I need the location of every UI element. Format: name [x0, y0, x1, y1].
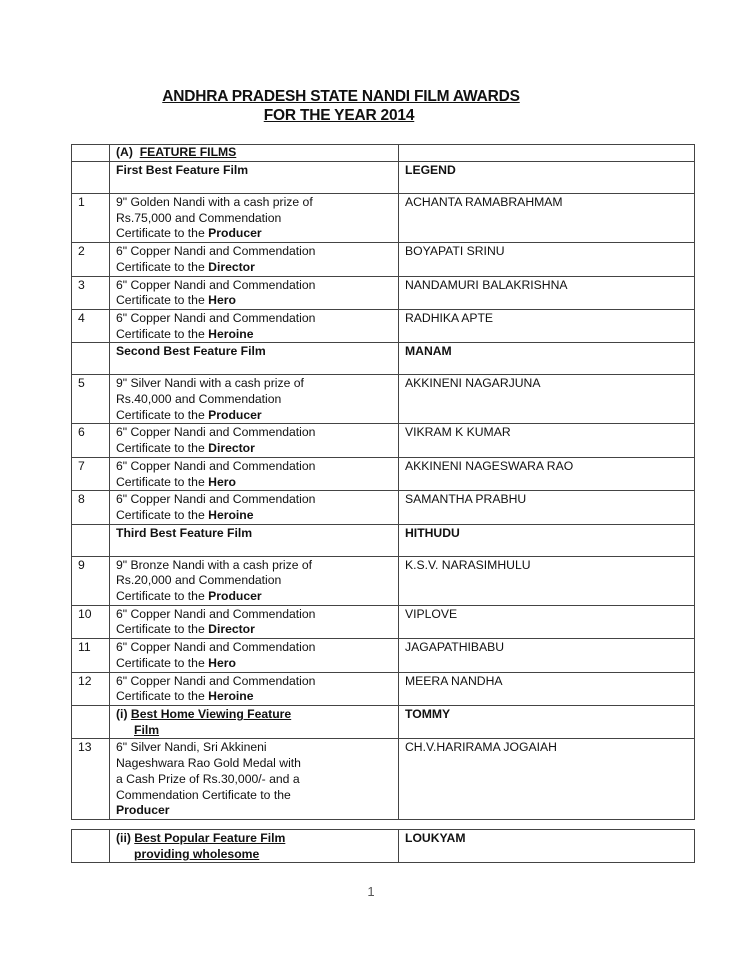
page-number: 1: [367, 884, 375, 899]
group-film: HITHUDU: [399, 524, 695, 556]
table-row: [72, 639, 695, 672]
award-role: Hero: [208, 474, 236, 489]
table-cell: [399, 145, 695, 162]
table-cell: [72, 524, 110, 556]
table-row: [72, 375, 695, 424]
section-title: [110, 145, 399, 162]
group-film: LEGEND: [399, 162, 695, 194]
table-cell: [72, 145, 110, 162]
winner-name: NANDAMURI BALAKRISHNA: [399, 276, 695, 309]
table-cell: [72, 705, 110, 738]
award-role: Producer: [208, 589, 262, 604]
winner-name: ACHANTA RAMABRAHMAM: [399, 194, 695, 243]
row-number: 8: [72, 491, 110, 524]
award-role: Hero: [208, 293, 236, 308]
winner-name: MEERA NANDHA: [399, 672, 695, 705]
winner-name: K.S.V. NARASIMHULU: [399, 556, 695, 605]
winner-name: SAMANTHA PRABHU: [399, 491, 695, 524]
row-number: 13: [72, 739, 110, 820]
table-cell: [72, 162, 110, 194]
award-description: 6" Copper Nandi and Commendation Certificate to the Director: [110, 605, 399, 638]
table-row: [72, 309, 695, 342]
table-row: [72, 491, 695, 524]
award-role: Producer: [116, 803, 170, 818]
table-row: [72, 672, 695, 705]
award-description: 6" Copper Nandi and Commendation Certificate to the Heroine: [110, 672, 399, 705]
award-description: 9" Golden Nandi with a cash prize of Rs.75,000 and Commendation Certificate to the Producer: [110, 194, 399, 243]
group-header-row: [72, 343, 695, 375]
row-number: 5: [72, 375, 110, 424]
winner-name: VIKRAM K KUMAR: [399, 424, 695, 457]
award-role: Hero: [208, 655, 236, 670]
award-description: 6" Copper Nandi and Commendation Certificate to the Hero: [110, 457, 399, 490]
winner-name: AKKINENI NAGARJUNA: [399, 375, 695, 424]
group-heading: (ii) Best Popular Feature Film providing wholesome: [110, 830, 399, 863]
table-row: [72, 424, 695, 457]
table-row: [72, 194, 695, 243]
award-description: 6" Copper Nandi and Commendation Certificate to the Hero: [110, 639, 399, 672]
row-number: 1: [72, 194, 110, 243]
row-number: 10: [72, 605, 110, 638]
row-number: 7: [72, 457, 110, 490]
award-description: 6" Copper Nandi and Commendation Certificate to the Director: [110, 424, 399, 457]
row-number: 4: [72, 309, 110, 342]
section-header-row: [72, 145, 695, 162]
award-role: Director: [208, 622, 255, 637]
award-role: Heroine: [208, 507, 254, 522]
table-cell: [72, 343, 110, 375]
row-number: 9: [72, 556, 110, 605]
award-description: 6" Silver Nandi, Sri Akkineni Nageshwara Rao Gold Medal with a Cash Prize of Rs.30,000/- and a Commendation Certificate to the Producer: [110, 739, 399, 820]
winner-name: VIPLOVE: [399, 605, 695, 638]
award-description: 9" Silver Nandi with a cash prize of Rs.40,000 and Commendation Certificate to the Producer: [110, 375, 399, 424]
award-role: Director: [208, 259, 255, 274]
group-film: LOUKYAM: [399, 830, 695, 863]
award-description: 6" Copper Nandi and Commendation Certificate to the Director: [110, 243, 399, 276]
award-role: Director: [208, 441, 255, 456]
award-role: Producer: [208, 407, 262, 422]
row-number: 2: [72, 243, 110, 276]
group-header-row: [72, 830, 695, 863]
table-row: [72, 739, 695, 820]
winner-name: CH.V.HARIRAMA JOGAIAH: [399, 739, 695, 820]
table-row: [72, 457, 695, 490]
group-header-row: [72, 524, 695, 556]
row-number: 3: [72, 276, 110, 309]
winner-name: BOYAPATI SRINU: [399, 243, 695, 276]
document-title-line1: ANDHRA PRADESH STATE NANDI FILM AWARDS: [162, 88, 520, 105]
group-heading: First Best Feature Film: [110, 162, 399, 194]
group-film: MANAM: [399, 343, 695, 375]
winner-name: AKKINENI NAGESWARA RAO: [399, 457, 695, 490]
row-number: 6: [72, 424, 110, 457]
winner-name: RADHIKA APTE: [399, 309, 695, 342]
table-cell: [72, 830, 110, 863]
award-description: 6" Copper Nandi and Commendation Certificate to the Heroine: [110, 309, 399, 342]
awards-table: [71, 144, 695, 820]
group-header-row: [72, 705, 695, 738]
row-number: 11: [72, 639, 110, 672]
table-row: [72, 556, 695, 605]
section-label: (A): [116, 145, 133, 159]
section-name: FEATURE FILMS: [139, 145, 237, 159]
award-role: Heroine: [208, 326, 254, 341]
group-film: TOMMY: [399, 705, 695, 738]
award-description: 6" Copper Nandi and Commendation Certificate to the Hero: [110, 276, 399, 309]
award-description: 9" Bronze Nandi with a cash prize of Rs.20,000 and Commendation Certificate to the Producer: [110, 556, 399, 605]
table-row: [72, 276, 695, 309]
table-row: [72, 605, 695, 638]
awards-table-continued: [71, 829, 695, 863]
table-row: [72, 243, 695, 276]
award-description: 6" Copper Nandi and Commendation Certificate to the Heroine: [110, 491, 399, 524]
winner-name: JAGAPATHIBABU: [399, 639, 695, 672]
group-heading: Second Best Feature Film: [110, 343, 399, 375]
award-role: Producer: [208, 226, 262, 241]
row-number: 12: [72, 672, 110, 705]
group-heading: Third Best Feature Film: [110, 524, 399, 556]
group-heading: (i) Best Home Viewing Feature Film: [110, 705, 399, 738]
document-title-line2: FOR THE YEAR 2014: [263, 107, 415, 124]
group-header-row: [72, 162, 695, 194]
award-role: Heroine: [208, 689, 254, 704]
